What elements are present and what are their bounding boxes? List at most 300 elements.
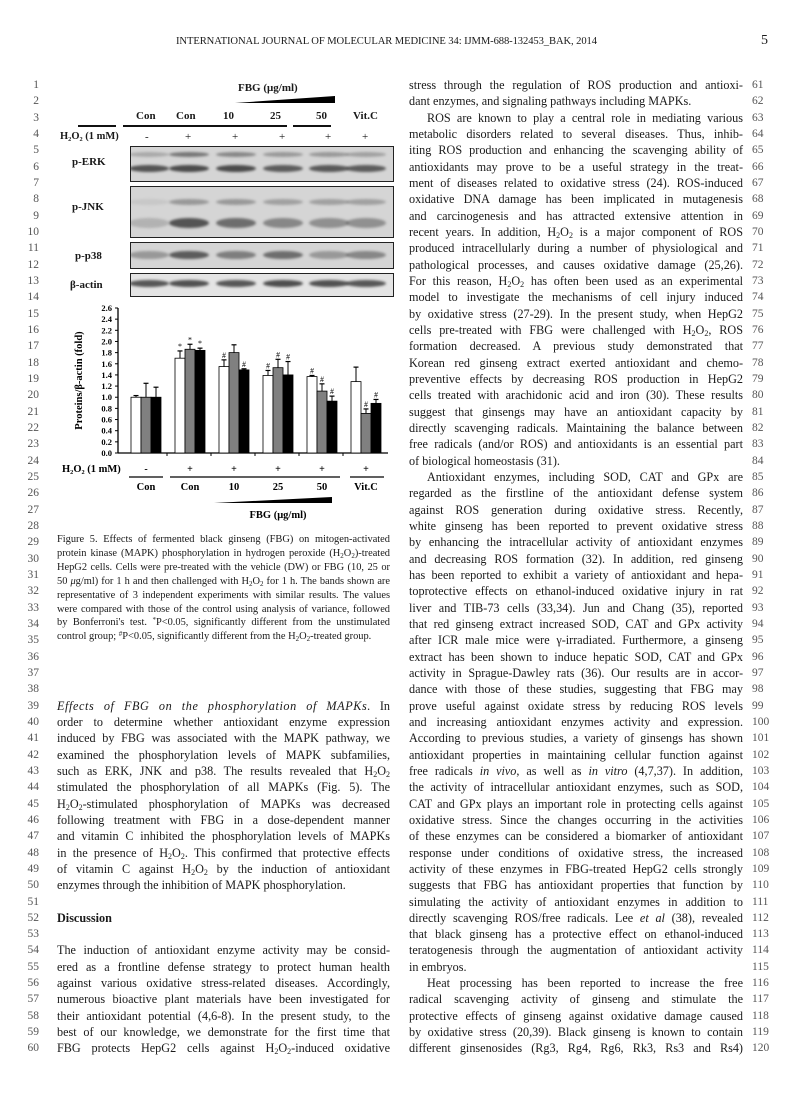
line-number: 89 [752, 536, 764, 549]
svg-text:-: - [144, 464, 148, 475]
line-number: 15 [27, 307, 39, 320]
line-number: 57 [27, 993, 39, 1006]
line-number: 117 [752, 993, 769, 1006]
text-line: has been reported to exhibit a variety of antioxidant and hepa- [409, 567, 743, 582]
blot-band [169, 165, 209, 172]
h2o2-mark: + [232, 131, 239, 143]
svg-text:+: + [231, 464, 237, 475]
blot-band [130, 199, 169, 205]
line-number: 2 [33, 95, 39, 108]
text-line: following treatment with FBG in a dose-dependent manner [57, 812, 390, 827]
caption-line: 50 μg/ml) for 1 h and then challenged with $H_2O_2$ for 1 h. The bands shown are [57, 575, 390, 588]
line-number: 47 [27, 830, 39, 843]
line-number: 55 [27, 960, 39, 973]
line-number: 65 [752, 144, 764, 157]
text-line: and carcinogenesis and has attracted extensive attention in [409, 208, 743, 223]
line-number: 61 [752, 79, 764, 91]
text-line: their antioxidant potential (4,6-8). In the present study, to the [57, 1008, 390, 1023]
blot-band [346, 165, 386, 172]
text-line: The induction of antioxidant enzyme activity may be consid- [57, 943, 390, 958]
text-line: dant enzymes, and signaling pathways including MAPKs. [409, 94, 692, 109]
line-number: 68 [752, 193, 764, 206]
line-number: 28 [27, 519, 39, 532]
line-number: 80 [752, 389, 764, 402]
line-number: 85 [752, 470, 764, 483]
text-line: oxidative DNA damage has been implicated in mutagenesis [409, 192, 743, 207]
lane-label: 50 [316, 110, 327, 122]
line-number: 17 [27, 340, 39, 353]
line-number: 109 [752, 862, 770, 875]
line-number: 79 [752, 372, 764, 385]
line-number: 12 [27, 258, 39, 271]
h2o2-mark: + [362, 131, 369, 143]
svg-text:*: * [198, 339, 202, 349]
blot-band [263, 218, 303, 228]
line-number: 16 [27, 323, 39, 336]
text-line: against various oxidative stress-related diseases. Accordingly, [57, 976, 390, 991]
svg-text:25: 25 [272, 482, 284, 493]
line-number: 115 [752, 960, 769, 973]
line-number: 59 [27, 1026, 39, 1039]
line-number: 112 [752, 911, 769, 924]
text-line: and decreasing ROS formation (32). In addition, red ginseng [409, 551, 743, 566]
lane-underline [123, 125, 287, 127]
blot-row-label: p-p38 [75, 250, 102, 262]
line-number: 9 [33, 209, 39, 222]
blot-band [216, 218, 256, 228]
blot-band [169, 218, 209, 228]
blot-row-label: β-actin [70, 279, 103, 291]
svg-text:*: * [178, 341, 182, 351]
blot-band [263, 251, 303, 259]
svg-text:2.6: 2.6 [101, 303, 112, 313]
blot-p-p38 [130, 242, 394, 269]
blot-band [216, 199, 256, 205]
blot-band [346, 218, 386, 228]
svg-text:Con: Con [136, 482, 156, 493]
caption-line: by Bonferroni's test. *P<0.05, significantly different from the unstimulated [57, 616, 390, 629]
text-line: Effects of FBG on the phosphorylation of MAPKs. In [57, 698, 390, 713]
text-line: simulating the activity of antioxidant enzymes in addition to [409, 894, 743, 909]
text-line: radical scavenging activity of ginseng and stimulate the [409, 992, 743, 1007]
blot-band [216, 280, 256, 287]
line-number: 34 [27, 617, 39, 630]
lane-label: 10 [223, 110, 234, 122]
text-line: best of our knowledge, we demonstrate for the first time that [57, 1025, 390, 1040]
blot-row-label: p-JNK [72, 201, 104, 213]
blot-band [169, 152, 209, 157]
svg-text:2.0: 2.0 [101, 336, 112, 347]
text-line: the activity of intracellular antioxidant enzymes, such as SOD, [409, 780, 743, 795]
line-number: 54 [27, 944, 39, 957]
line-number: 90 [752, 552, 764, 565]
line-number: 20 [27, 389, 39, 402]
text-line: metabolic disorders related to several diseases. Thus, inhib- [409, 126, 743, 141]
running-title: INTERNATIONAL JOURNAL OF MOLECULAR MEDICINE 34: IJMM-688-132453_BAK, 2014 [176, 36, 597, 47]
line-number: 83 [752, 438, 764, 451]
text-line: such as ERK, JNK and p38. The results revealed that $H_2O_2$ [57, 763, 390, 779]
svg-text:10: 10 [228, 482, 240, 493]
line-number: 69 [752, 209, 764, 222]
line-number: 44 [27, 781, 39, 794]
svg-text:1.6: 1.6 [101, 358, 112, 369]
svg-text:#: # [374, 390, 378, 400]
line-number: 11 [27, 242, 39, 255]
svg-text:+: + [187, 464, 193, 475]
text-line: free radicals (and/or ROS) and antioxidants is an essential part [409, 437, 743, 452]
blot-band [216, 152, 256, 157]
blot-band [346, 199, 386, 205]
line-number: 1 [33, 79, 39, 91]
text-line: induced by FBG was associated with the MAPK pathway, we [57, 731, 390, 746]
line-number: 25 [27, 470, 39, 483]
lane-label: Vit.C [353, 110, 378, 122]
line-number: 5 [33, 144, 39, 157]
line-number: 77 [752, 340, 764, 353]
blot-band [130, 152, 169, 157]
blot-band [169, 199, 209, 205]
line-number: 42 [27, 748, 39, 761]
line-number: 66 [752, 160, 764, 173]
svg-text:2.2: 2.2 [101, 325, 112, 336]
line-number: 6 [33, 160, 39, 173]
blot-band [309, 280, 349, 287]
text-line: ment of diseases related to oxidative stress (24). ROS-induced [409, 175, 743, 190]
line-number: 99 [752, 699, 764, 712]
lane-label: Con [176, 110, 196, 122]
svg-text:1.8: 1.8 [101, 347, 112, 358]
text-line: oxidative stress. Since the changes occurring in the activities [409, 812, 743, 827]
line-number: 64 [752, 127, 764, 140]
line-number: 102 [752, 748, 770, 761]
lane-underline [293, 125, 331, 127]
svg-text:+: + [319, 464, 325, 475]
running-header [0, 33, 800, 52]
blot-p-erk [130, 146, 394, 182]
text-line: and vitamin C inhibited the phosphorylation levels of MAPKs [57, 829, 390, 844]
svg-text:#: # [320, 374, 324, 384]
svg-text:0.0: 0.0 [101, 448, 112, 458]
line-number: 87 [752, 503, 764, 516]
svg-text:Vit.C: Vit.C [354, 482, 378, 493]
line-number: 24 [27, 454, 39, 467]
line-number: 88 [752, 519, 764, 532]
line-number: 105 [752, 797, 770, 810]
line-number: 27 [27, 503, 39, 516]
blot-band [169, 251, 209, 259]
line-number: 32 [27, 585, 39, 598]
line-number: 49 [27, 862, 39, 875]
text-line: activity of these enzymes in FBG-treated HepG2 cells strongly [409, 861, 743, 876]
text-line: by oxidative stress (27-29). In the present study, when HepG2 [409, 306, 743, 321]
line-number: 31 [27, 568, 39, 581]
line-number: 62 [752, 95, 764, 108]
text-line: extract has been shown to induce hepatic SOD, CAT and GPx [409, 649, 743, 664]
text-line: Korean red ginseng extract exerted antioxidant and chemo- [409, 355, 743, 370]
line-number: 84 [752, 454, 764, 467]
text-line: According to previous studies, a variety of ginsengs has shown [409, 731, 743, 746]
lane-underline [78, 125, 116, 127]
svg-text:Con: Con [180, 482, 200, 493]
line-number: 21 [27, 405, 39, 418]
blot-band [169, 280, 209, 287]
line-number: 114 [752, 944, 769, 957]
text-line: Heat processing has been reported to increase the free [427, 976, 743, 991]
line-number: 78 [752, 356, 764, 369]
svg-text:#: # [242, 359, 246, 369]
text-line: protective effects of ginseng against oxidative damage caused [409, 1008, 743, 1023]
line-number: 100 [752, 715, 770, 728]
line-number: 3 [33, 111, 39, 124]
text-line: suggests that FBG has antioxidant properties that function by [409, 878, 743, 893]
text-line [57, 910, 390, 926]
line-number: 4 [33, 127, 39, 140]
text-line: response under conditions of oxidative stress, the increased [409, 845, 743, 860]
text-line: in embryos. [409, 959, 467, 974]
line-number: 56 [27, 977, 39, 990]
line-number: 46 [27, 813, 39, 826]
blot-band [346, 280, 386, 287]
line-number: 35 [27, 634, 39, 647]
line-number: 119 [752, 1026, 769, 1039]
line-number: 39 [27, 699, 39, 712]
line-number: 67 [752, 176, 764, 189]
blot-band [216, 165, 256, 172]
text-line: Antioxidant enzymes, including SOD, CAT and GPx are [427, 469, 743, 484]
line-number: 107 [752, 830, 770, 843]
line-number: 97 [752, 666, 764, 679]
caption-line: protein kinase (MAPK) phosphorylation in hydrogen peroxide $(H_2O_2)$-treated [57, 547, 390, 560]
line-number: 98 [752, 683, 764, 696]
text-line: and increasing antioxidant enzymes activity and expression. [409, 714, 743, 729]
line-number: 50 [27, 879, 39, 892]
blot-band [263, 152, 303, 157]
text-line: iting ROS production and enhancing the scavenging ability of [409, 143, 743, 158]
text-line: For this reason, $H_2O_2$ has often been used as an experimental [409, 273, 743, 289]
line-number: 8 [33, 193, 39, 206]
svg-text:#: # [276, 350, 280, 360]
line-number: 14 [27, 291, 39, 304]
text-line: stimulated the phosphorylation of all MAPKs (Fig. 5). The [57, 780, 390, 795]
text-line: teratogenesis through the augmentation of antioxidant activity [409, 943, 743, 958]
line-number: 113 [752, 928, 769, 941]
line-number: 51 [27, 895, 39, 908]
text-line: directly scavenging ROS/free radicals. Lee et al (38), revealed [409, 910, 743, 925]
svg-text:FBG (μg/ml): FBG (μg/ml) [249, 510, 307, 521]
svg-text:#: # [330, 387, 334, 397]
text-line: examined the phosphorylation levels of MAPK subfamilies, [57, 747, 390, 762]
text-line: formation decreased. A previous study demonstrated that [409, 339, 743, 354]
line-number: 71 [752, 242, 764, 255]
line-number: 10 [27, 225, 39, 238]
svg-text:1.2: 1.2 [101, 381, 112, 392]
line-number: 53 [27, 928, 39, 941]
text-line: produced intracellularly during a number of physiological and [409, 241, 743, 256]
text-line: antioxidant properties in maintaining cellular function against [409, 747, 743, 762]
line-number: 116 [752, 977, 769, 990]
text-line: recent years. In addition, $H_2O_2$ is a major component of ROS [409, 224, 743, 240]
text-line: $H_2O_2$-stimulated phosphorylation of MAPKs was decreased [57, 796, 390, 812]
line-number: 82 [752, 421, 764, 434]
line-number: 103 [752, 764, 770, 777]
bar-chart [60, 300, 390, 525]
line-number: 86 [752, 487, 764, 500]
caption-line: were compared with those of the control using analysis of variance, followed [57, 603, 390, 615]
text-line: toprotective effects on ethanol-induced oxidative injury in rat [409, 584, 743, 599]
svg-text:+: + [275, 464, 281, 475]
line-number: 40 [27, 715, 39, 728]
lane-label: 25 [270, 110, 281, 122]
text-line: order to determine whether antioxidant enzyme expression [57, 714, 390, 729]
text-line: preventive effects by decreasing ROS production in HepG2 [409, 371, 743, 386]
line-number: 110 [752, 879, 769, 892]
text-line: in the presence of $H_2O_2$. This confirmed that protective effects [57, 845, 390, 861]
line-number: 37 [27, 666, 39, 679]
h2o2-mark: + [185, 131, 192, 143]
text-line: prove useful against oxidate stress by reducing ROS levels [409, 698, 743, 713]
line-number: 94 [752, 617, 764, 630]
svg-text:Proteins/β-actin (fold): Proteins/β-actin (fold) [74, 331, 85, 430]
line-number: 73 [752, 274, 764, 287]
text-line: after ICR male mice were γ-irradiated. Furthermore, a ginseng [409, 633, 743, 648]
svg-text:#: # [286, 352, 290, 362]
h2o2-mark: - [145, 131, 149, 143]
caption-line: representative of 3 independent experiments with similar results. The values [57, 589, 390, 601]
blot-band [309, 199, 349, 205]
page-number: 5 [761, 33, 768, 48]
text-line: model to investigate the mechanisms of cell injury induced [409, 290, 743, 305]
line-number: 93 [752, 601, 764, 614]
line-number: 7 [33, 176, 39, 189]
blot-beta-actin [130, 273, 394, 297]
svg-text:0.4: 0.4 [101, 425, 112, 436]
line-number: 96 [752, 650, 764, 663]
text-line: free radicals in vivo, as well as in vitro (4,7,37). In addition, [409, 763, 743, 778]
text-line: suggest that ginsengs may have an antioxidant capacity by [409, 404, 743, 419]
line-number: 22 [27, 421, 39, 434]
text-line: stress through the regulation of ROS production and antioxi- [409, 78, 743, 92]
line-number: 72 [752, 258, 764, 271]
line-number: 38 [27, 683, 39, 696]
line-number: 41 [27, 732, 39, 745]
h2o2-mark: + [325, 131, 332, 143]
text-line: that red ginseng extract increased SOD, CAT and GPx activity [409, 616, 743, 631]
text-line: different ginsenosides (Rg3, Rg4, Rg6, Rk3, Rs3 and Rs4) [409, 1041, 743, 1056]
line-number: 106 [752, 813, 770, 826]
line-number: 48 [27, 846, 39, 859]
text-line: FBG protects HepG2 cells against $H_2O_2$-induced oxidative [57, 1041, 390, 1057]
line-number: 76 [752, 323, 764, 336]
svg-text:50: 50 [316, 482, 328, 493]
text-line: pathological processes, and causes oxidative damage (25,26). [409, 257, 743, 272]
blot-band [130, 280, 169, 287]
line-number: 18 [27, 356, 39, 369]
line-number: 26 [27, 487, 39, 500]
blot-p-jnk [130, 186, 394, 238]
svg-text:0.2: 0.2 [101, 436, 112, 447]
bar-chart-svg [60, 300, 390, 525]
line-number: 81 [752, 405, 764, 418]
line-number: 75 [752, 307, 764, 320]
blot-band [216, 251, 256, 259]
h2o2-label-blot: H₂O₂ (1 mM) [60, 131, 119, 142]
svg-text:1.0: 1.0 [101, 392, 112, 403]
line-number: 101 [752, 732, 770, 745]
text-line: antioxidants may prove to be a useful strategy in the treat- [409, 159, 743, 174]
lane-label: Con [136, 110, 156, 122]
line-number: 108 [752, 846, 770, 859]
svg-text:#: # [222, 350, 226, 360]
line-number: 92 [752, 585, 764, 598]
line-number: 63 [752, 111, 764, 124]
line-number: 29 [27, 536, 39, 549]
svg-text:#: # [310, 366, 314, 376]
blot-band [309, 165, 349, 172]
blot-band [309, 218, 349, 228]
line-number: 36 [27, 650, 39, 663]
blot-band [346, 251, 386, 259]
caption-line: HepG2 cells. Cells were pre-treated with the vehicle (DW) or FBG (10, 25 or [57, 561, 390, 573]
svg-text:0.6: 0.6 [101, 414, 112, 425]
line-number: 70 [752, 225, 764, 238]
line-number: 23 [27, 438, 39, 451]
line-number: 111 [752, 895, 769, 908]
text-line: cells treated with arachidonic acid and iron (30). These results [409, 388, 743, 403]
text-line: by enhancing the intracellular activity of antioxidant enzymes [409, 535, 743, 550]
blot-band [130, 251, 169, 259]
line-number: 19 [27, 372, 39, 385]
text-line: directly scavenging radicals. Maintaining the balance between [409, 420, 743, 435]
line-number: 30 [27, 552, 39, 565]
text-line: dance with those of these studies, suggesting that FBG may [409, 682, 743, 697]
caption-line: control group; #P<0.05, significantly different from the $H_2O_2$-treated group. [57, 630, 372, 644]
h2o2-mark: + [279, 131, 286, 143]
blot-band [309, 152, 349, 157]
text-line: enzymes through the inhibition of MAPK phosphorylation. [57, 878, 346, 893]
blot-band [309, 251, 349, 259]
line-number: 95 [752, 634, 764, 647]
line-number: 43 [27, 764, 39, 777]
svg-text:#: # [266, 361, 270, 371]
text-line: CAT and GPx plays an important role in protecting cells against [409, 796, 743, 811]
text-line: of vitamin C against $H_2O_2$ by the induction of antioxidant [57, 861, 390, 877]
text-line: against ROS generation during oxidative stress. Recently, [409, 502, 743, 517]
blot-row-label: p-ERK [72, 156, 106, 168]
section-heading: Discussion [57, 910, 112, 925]
svg-text:+: + [363, 464, 369, 475]
blot-band [263, 280, 303, 287]
line-number: 45 [27, 797, 39, 810]
line-number: 74 [752, 291, 764, 304]
line-number: 13 [27, 274, 39, 287]
subheading: Effects of FBG on the phosphorylation of MAPKs. [57, 698, 371, 713]
fbg-label-top: FBG (μg/ml) [238, 82, 298, 94]
text-line: that black ginseng has a protective effect on ethanol-induced [409, 927, 743, 942]
text-line: numerous bioactive plant materials have been investigated for [57, 992, 390, 1007]
line-number: 91 [752, 568, 764, 581]
line-number: 33 [27, 601, 39, 614]
concentration-wedge-top [235, 96, 335, 104]
text-line: regarded as the firstline of the antioxidant defense system [409, 486, 743, 501]
figure-caption [57, 533, 390, 644]
blot-band [130, 165, 169, 172]
blot-band [346, 152, 386, 157]
blot-band [263, 165, 303, 172]
svg-text:2.4: 2.4 [101, 314, 112, 325]
text-line: of these enzymes can be considered a biomarker of antioxidant [409, 829, 743, 844]
line-number: 118 [752, 1009, 769, 1022]
blot-band [130, 218, 169, 228]
